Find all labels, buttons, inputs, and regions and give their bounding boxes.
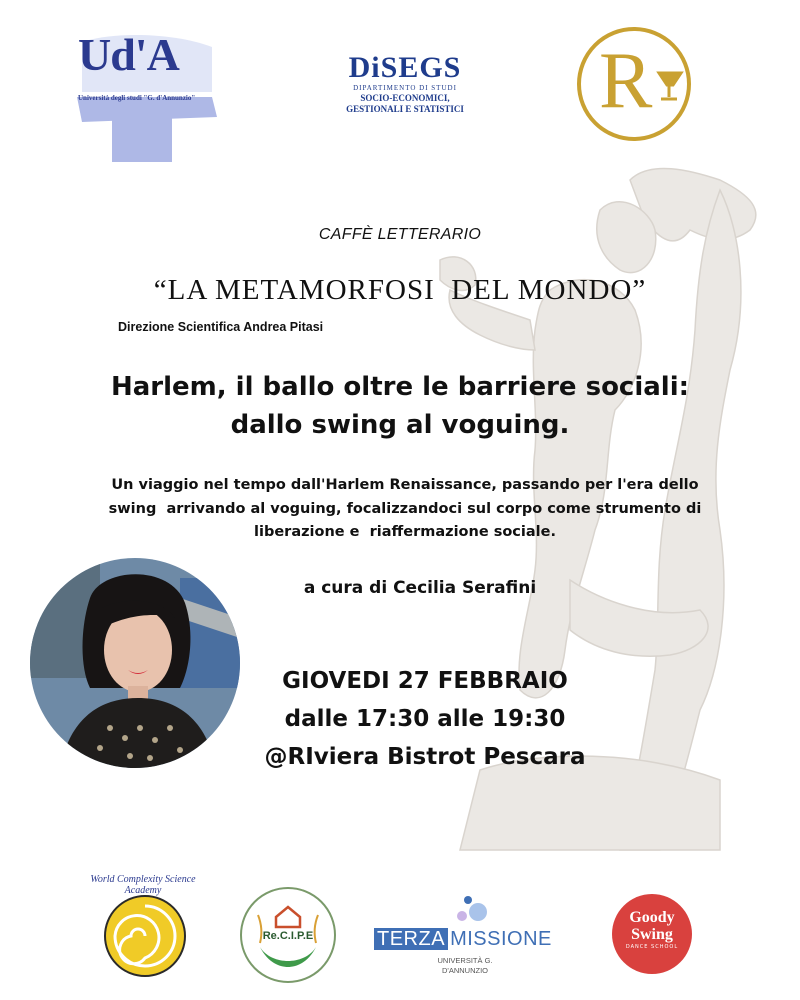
terza-sub-line-1: UNIVERSITÀ G.	[437, 956, 493, 965]
scientific-direction: Direzione Scientifica Andrea Pitasi	[118, 320, 324, 334]
terza-dots	[370, 890, 560, 930]
uda-name: Università degli studi "G. d'Annunzio"	[78, 94, 196, 102]
curator-credit: a cura di Cecilia Serafini	[303, 578, 537, 598]
disegs-abbr: DiSEGS	[348, 51, 462, 84]
recipe-logo	[238, 885, 338, 985]
curator-portrait-photo	[30, 558, 240, 768]
event-time: dalle 17:30 alle 19:30	[284, 706, 566, 732]
disegs-line3: GESTIONALI E STATISTICI	[346, 104, 464, 114]
uda-logo	[72, 22, 222, 162]
headline-line-2: dallo swing al voguing.	[230, 410, 570, 440]
riviera-letter: R	[599, 37, 653, 125]
event-headline	[0, 368, 800, 444]
series-title: “LA METAMORFOSI DEL MONDO”	[153, 274, 647, 306]
event-date: GIOVEDI 27 FEBBRAIO	[282, 668, 568, 694]
riviera-logo	[575, 25, 693, 143]
terza-word: TERZA	[374, 928, 448, 950]
goody-line-3: DANCE SCHOOL	[625, 944, 679, 950]
portrait-graphic	[30, 558, 240, 768]
event-details	[230, 662, 620, 776]
event-venue: @RIviera Bistrot Pescara	[264, 744, 586, 770]
wcsa-logo	[83, 872, 203, 992]
missione-word: MISSIONE	[450, 928, 552, 950]
event-description	[70, 474, 740, 545]
terza-sub-line-2: D'ANNUNZIO	[441, 966, 488, 975]
terza-missione-logo	[370, 890, 560, 990]
goody-line-2: Swing	[631, 926, 673, 943]
terza-subtitle	[370, 956, 560, 976]
description-line-1: Un viaggio nel tempo dall'Harlem Renaissance, passando per l'era dello	[111, 477, 699, 493]
description-line-3: liberazione e riaffermazione sociale.	[254, 524, 556, 540]
uda-abbr: Ud'A	[78, 29, 179, 80]
disegs-logo	[330, 52, 480, 122]
goody-swing-logo	[612, 894, 692, 974]
event-series-label: CAFFÈ LETTERARIO	[318, 226, 482, 243]
disegs-line1: DIPARTIMENTO DI STUDI	[353, 84, 457, 92]
terza-wordmark	[374, 928, 552, 951]
headline-line-1: Harlem, il ballo oltre le barriere sociali:	[110, 372, 690, 402]
disegs-line2: SOCIO-ECONOMICI,	[360, 93, 450, 103]
description-line-2: swing arrivando al voguing, focalizzandoci sul corpo come strumento di	[108, 500, 702, 517]
recipe-text: Re.C.I.P.E	[262, 930, 314, 942]
goody-line-1: Goody	[629, 909, 675, 926]
wcsa-text: World Complexity Science Academy	[90, 874, 196, 896]
